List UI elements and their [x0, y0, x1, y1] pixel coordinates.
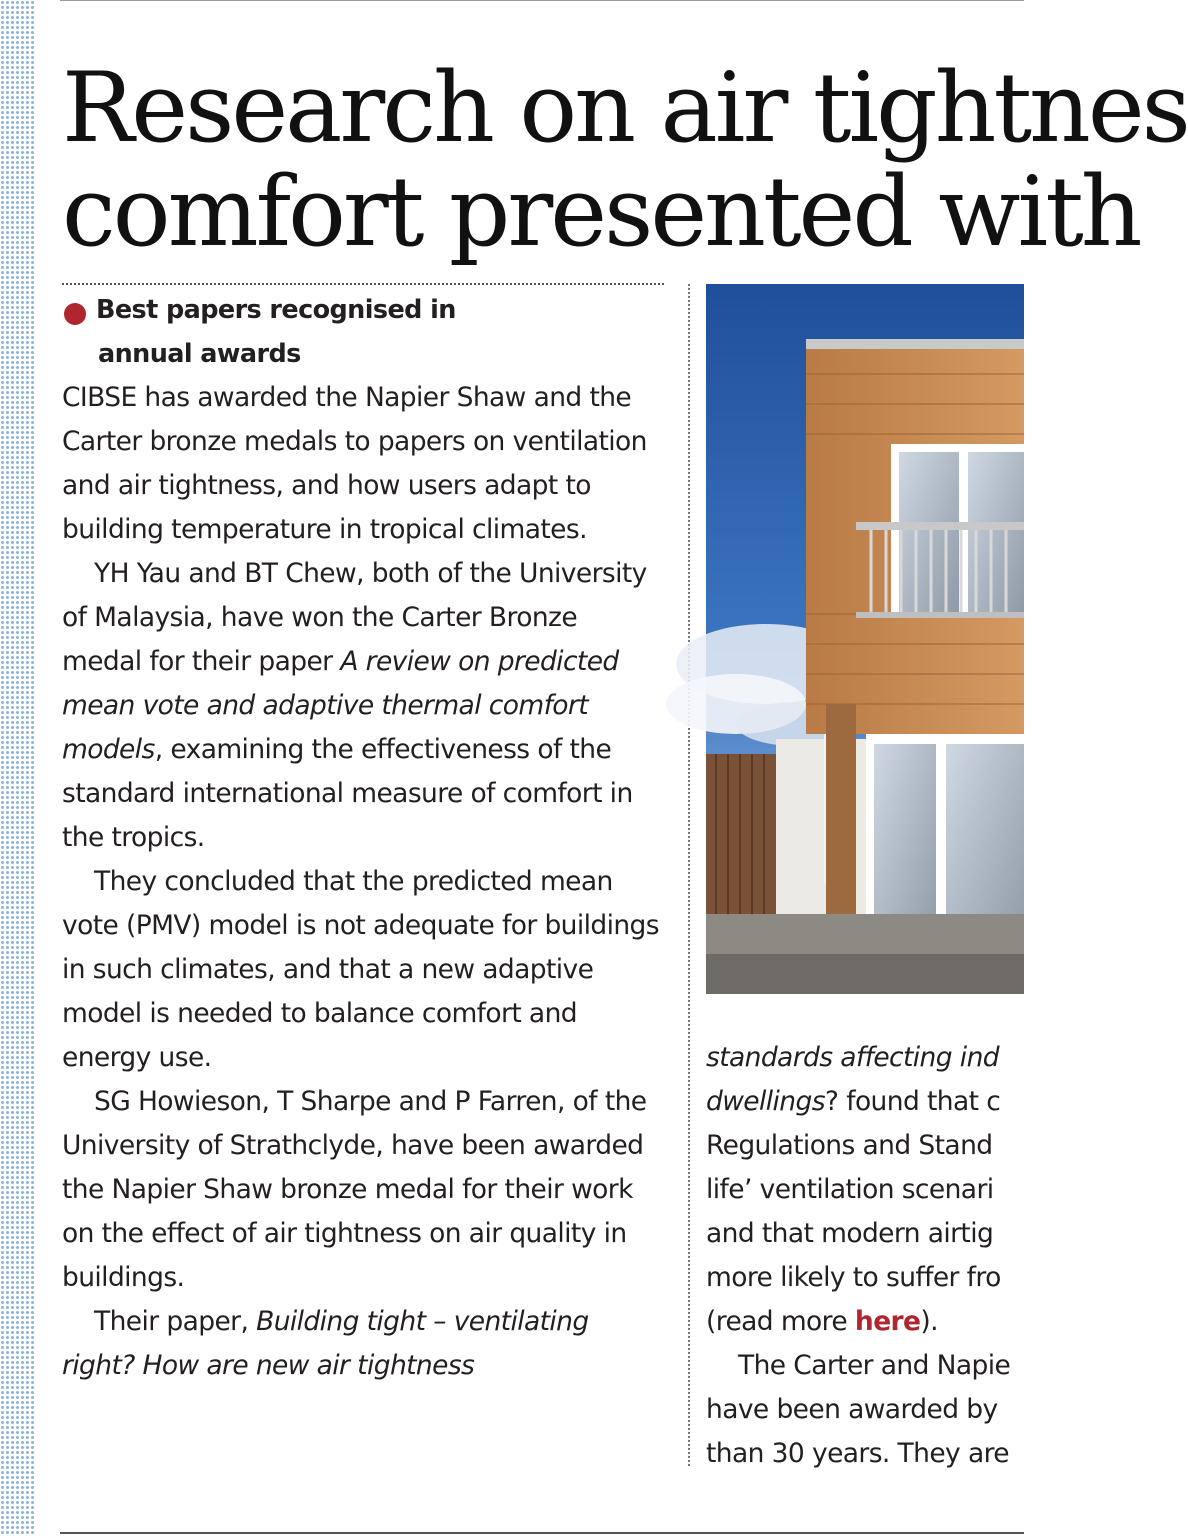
paragraph-2-rest: , examining the effectiveness of the standard international measure of comfort in the tropics. — [62, 734, 633, 853]
house-photo-illustration — [706, 284, 1024, 994]
paper-title-2: Building tight – ventilating right? How are new air tightness — [62, 1306, 589, 1381]
bullet-icon — [64, 303, 86, 325]
col2-line-6: more likely to suffer fro — [706, 1262, 1001, 1293]
strapline-line-1: Best papers recognised in — [96, 295, 456, 325]
bottom-rule — [60, 1532, 1024, 1534]
col2-line-3: Regulations and Stand — [706, 1130, 993, 1161]
top-rule — [60, 0, 1024, 1]
col2-line-8: The Carter and Napie — [738, 1350, 1011, 1381]
paragraph-3: They concluded that the predicted mean vote (PMV) model is not adequate for buildings in such climates, and that a new adaptive model is needed to balance comfort and energy use. — [62, 866, 659, 1073]
col2-line-4: life’ ventilation scenari — [706, 1174, 994, 1205]
col2-line-10: than 30 years. They are — [706, 1438, 1010, 1469]
article-column-1 — [62, 288, 662, 1388]
strapline — [62, 288, 662, 376]
house-photo — [706, 284, 1024, 994]
col2-line-9: have been awarded by — [706, 1394, 998, 1425]
col2-line-5: and that modern airtig — [706, 1218, 994, 1249]
paragraph-5-text: Their paper, — [94, 1306, 257, 1337]
headline-line-1: Research on air tightnes — [62, 52, 1188, 164]
col2-line-2-rest: ? found that c — [824, 1086, 1001, 1117]
col2-line-1-text: standards affecting ind — [706, 1042, 999, 1073]
article-column-2 — [706, 1036, 1024, 1476]
col2-line-7-post: ). — [920, 1306, 938, 1337]
headline-line-2: comfort presented with — [62, 156, 1140, 268]
paragraph-2-text: YH Yau and BT Chew, both of the University of Malaysia, have won the Carter Bronze medal for their paper — [62, 558, 647, 677]
paragraph-5 — [62, 1300, 662, 1388]
col2-line-2-italic: dwellings — [706, 1086, 825, 1117]
paper-title-1: A review on predicted mean vote and adaptive thermal comfort models — [62, 646, 619, 765]
paragraph-4: SG Howieson, T Sharpe and P Farren, of the University of Strathclyde, have been awarded the Napier Shaw bronze medal for their work on the effect of air tightness on air quality in buildings. — [62, 1086, 647, 1293]
col2-line-7 — [706, 1300, 1024, 1344]
col2-line-2 — [706, 1080, 1024, 1124]
headline — [62, 52, 1188, 268]
read-more-link[interactable]: here — [854, 1306, 921, 1337]
col2-line-1 — [706, 1036, 1024, 1080]
column-divider — [688, 284, 690, 1466]
paragraph-1: CIBSE has awarded the Napier Shaw and the Carter bronze medals to papers on ventilation and air tightness, and how users adapt to building temperature in tropical climates. — [62, 382, 647, 545]
decorative-dotted-strip — [0, 0, 36, 1536]
headline-divider — [62, 283, 664, 285]
strapline-line-2: annual awards — [98, 339, 301, 369]
paragraph-2 — [62, 552, 662, 860]
col2-line-7-pre: (read more — [706, 1306, 855, 1337]
